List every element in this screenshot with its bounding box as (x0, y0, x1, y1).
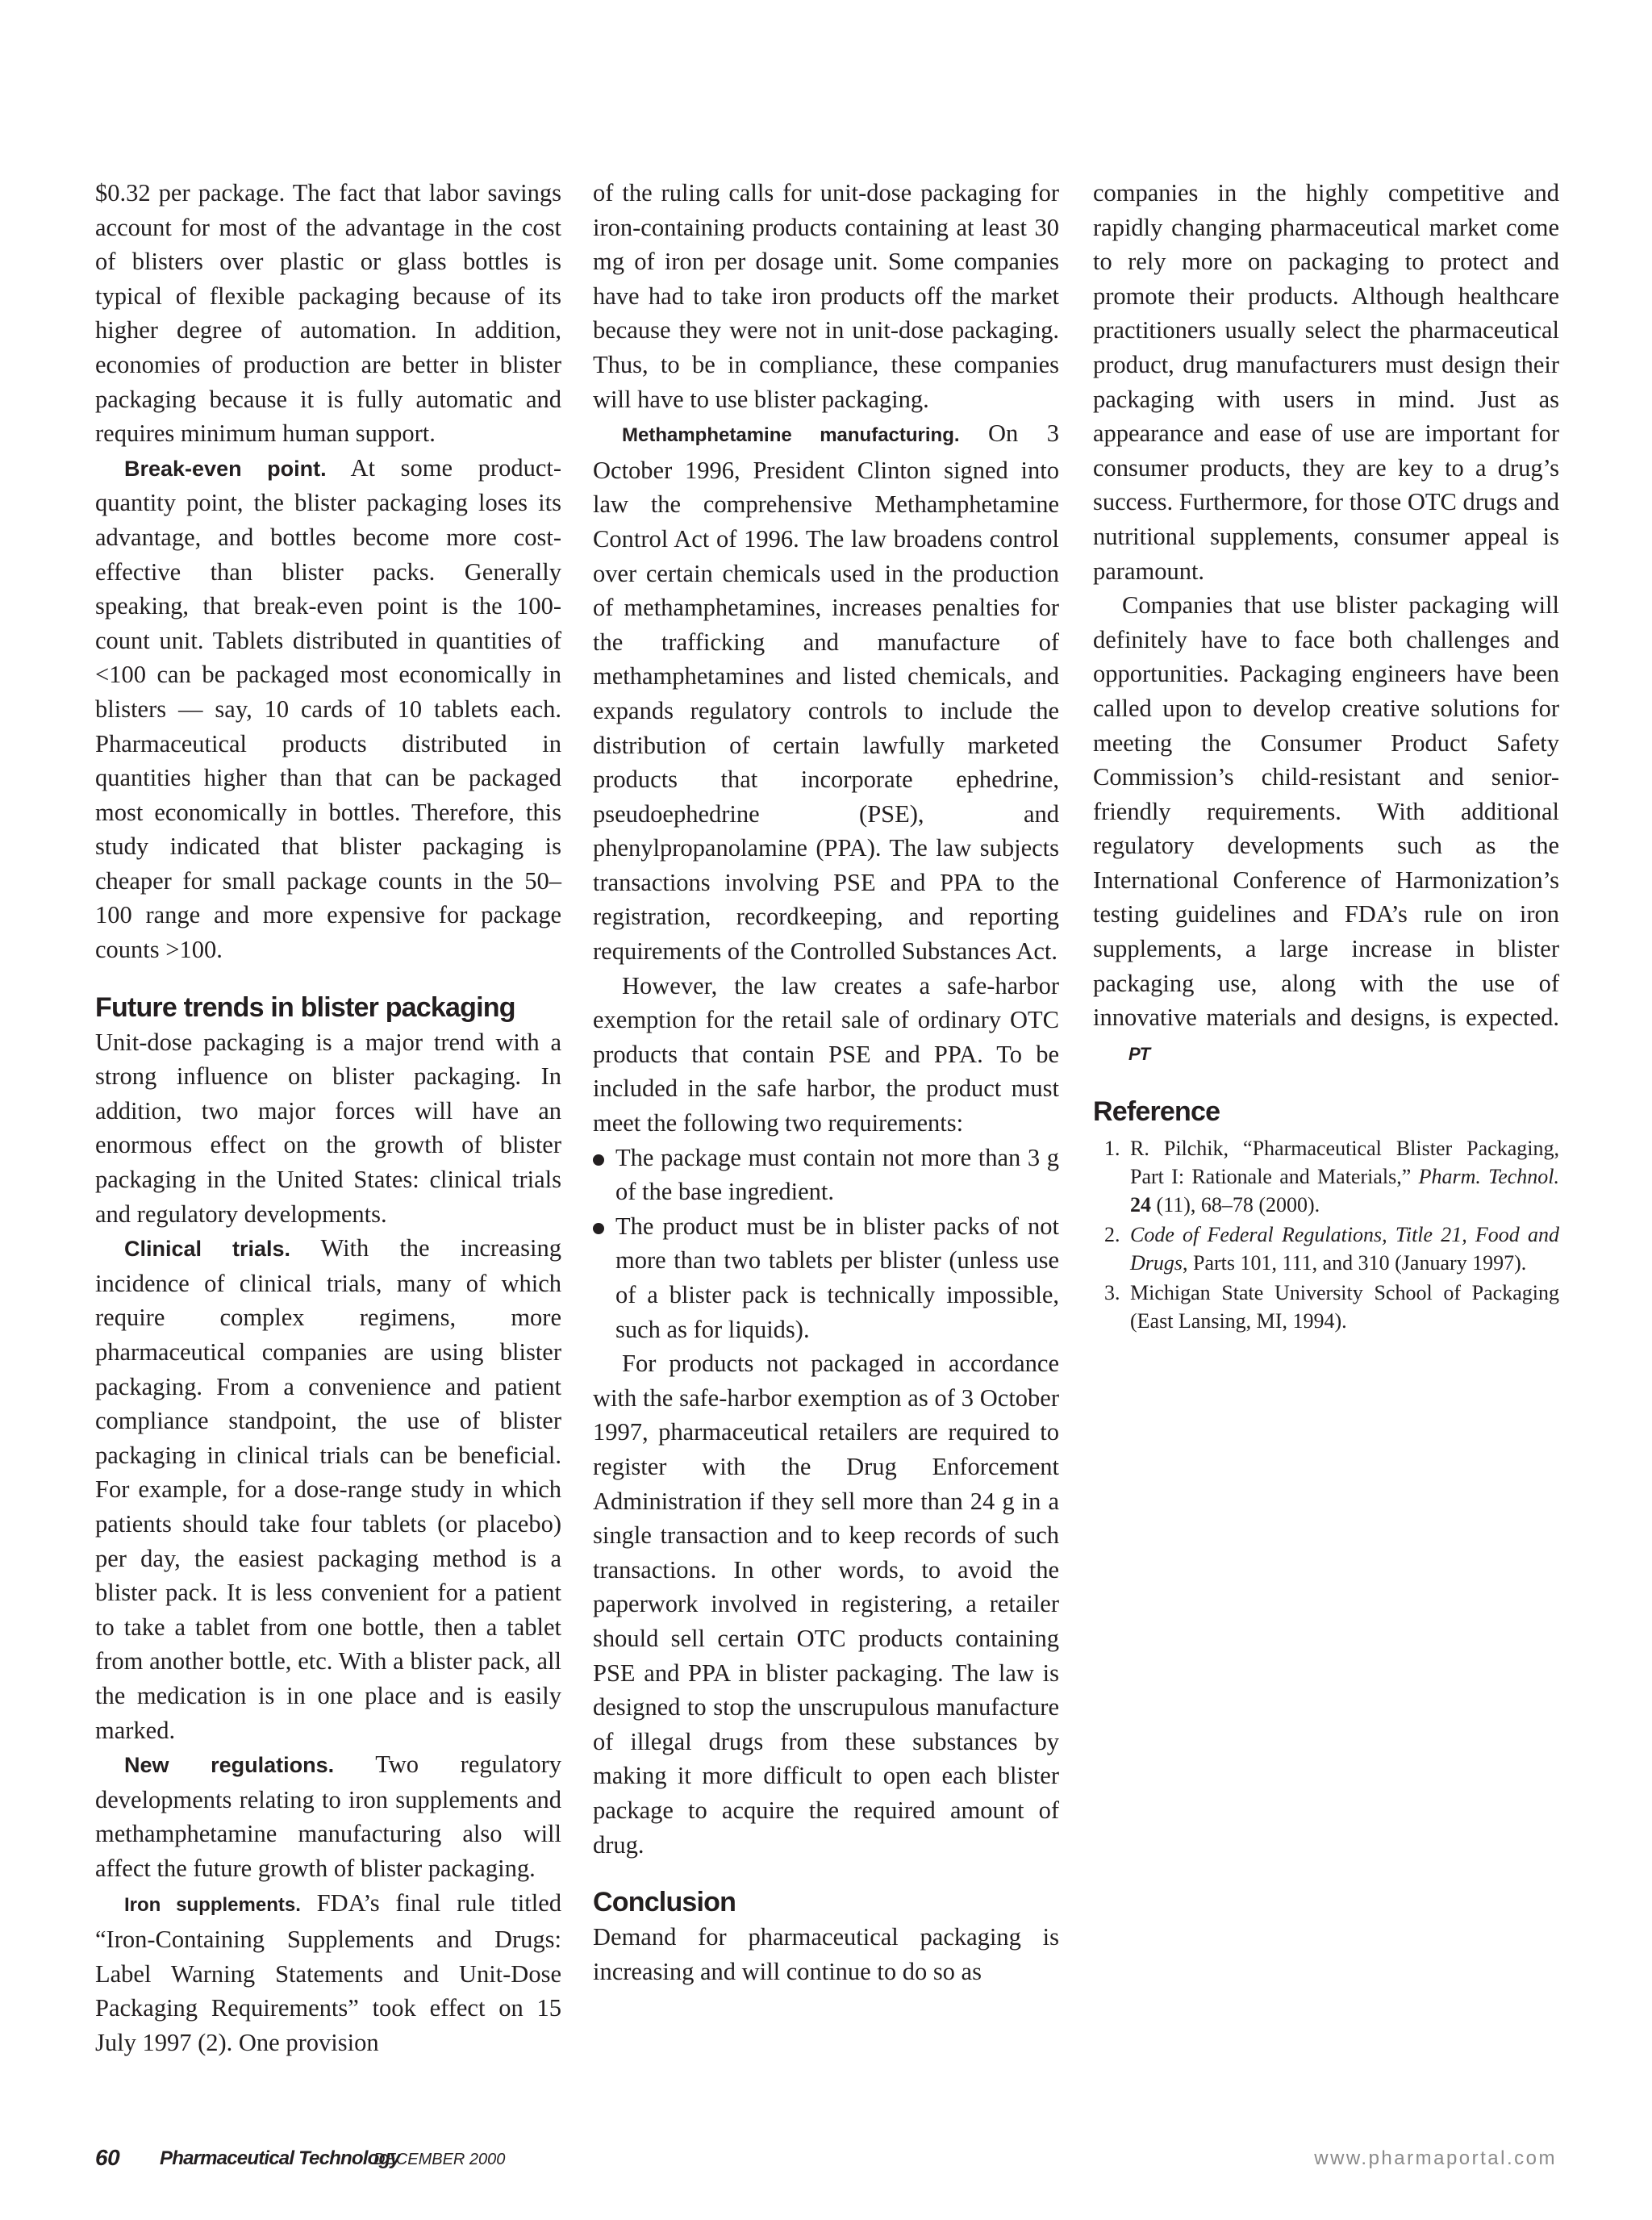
run-in-heading: Clinical trials. (124, 1237, 290, 1262)
reference-list (1093, 1134, 1559, 1335)
reference-item (1093, 1221, 1559, 1277)
text-column-1 (95, 176, 561, 2059)
page-footer (95, 2145, 1557, 2177)
run-in-subheading: Iron supplements. (124, 1893, 301, 1916)
end-mark-logo: PT (1128, 1043, 1150, 1064)
paragraph: companies in the highly competitive and rapidly changing pharmaceutical market come to rely more on packaging to protect and promote their products. Although healthcare practitioners usually select the pharmaceutical product, drug manufacturers must design their packaging with users in mind. Just as appearance and ease of use are important for consumer products, they are key to a drug’s success. Furthermore, for those OTC drugs and nutritional supplements, consumer appeal is paramount. (1093, 179, 1559, 585)
paragraph-text: At some product-quantity point, the blister packaging loses its advantage, and bottles become more cost-effective than blister packs. Generally speaking, that break-even point is the 100-count unit. Tablets distributed in quantities of <100 can be packaged most economically in blisters — say, 10 cards of 10 tablets each. Pharmaceutical products distributed in quantities higher than that can be packaged most economically in bottles. Therefore, this study indicated that blister packaging is cheaper for small package counts in the 50–100 range and more expensive for package counts >100. (95, 453, 561, 964)
section-heading: Future trends in blister packaging (95, 991, 515, 1023)
reference-item (1093, 1279, 1559, 1335)
paragraph-text: With the increasing incidence of clinical trials, many of which require complex regimens, more pharmaceutical companies are using blister packaging. From a convenience and patient compliance standpoint, the use of blister packaging in clinical trials can be beneficial. For example, for a dose-range study in which patients should take four tablets (or placebo) per day, the easiest packaging method is a blister pack. It is less convenient for a patient to take a tablet from one bottle, then a tablet from another bottle, etc. With a blister pack, all the medication is in one place and is easily marked. (95, 1234, 561, 1744)
paragraph (593, 416, 1059, 969)
paragraph: $0.32 per package. The fact that labor savings account for most of the advantage in the cost of blisters over plastic or glass bottles is typical of flexible packaging because of its higher degree of automation. In addition, economies of production are better in blister packaging because it is fully automatic and requires minimum human support. (95, 179, 561, 448)
paragraph-text: On 3 October 1996, President Clinton signed into law the comprehensive Methamphetamine Control Act of 1996. The law broadens control over certain chemicals used in the production of methamphetamines, increases penalties for the trafficking and manufacture of methamphetamines and listed chemicals, and expands regulatory controls to include the distribution of certain lawfully marketed products that incorporate ephedrine, pseudoephedrine (PSE), and phenylpropanolamine (PPA). The law subjects transactions involving PSE and PPA to the registration, recordkeeping, and reporting requirements of the Controlled Substances Act. (593, 419, 1060, 966)
text-column-2 (593, 176, 1059, 1988)
run-in-heading: New regulations. (124, 1753, 335, 1778)
reference-volume: 24 (1130, 1193, 1151, 1217)
reference-journal: Pharm. Technol. (1418, 1165, 1559, 1189)
issue-date: DECEMBER 2000 (373, 2151, 506, 2168)
bullet-icon (593, 1154, 604, 1166)
page-number: 60 (95, 2145, 120, 2170)
paragraph (95, 451, 561, 967)
list-item-text: The package must contain not more than 3 g of the base ingredient. (615, 1143, 1059, 1206)
paragraph: Demand for pharmaceutical packaging is increasing and will continue to do so as (593, 1923, 1059, 1985)
reference-number: 1. (1104, 1137, 1120, 1161)
reference-text: , Parts 101, 111, and 310 (January 1997). (1183, 1251, 1527, 1275)
paragraph-text: Two regulatory developments relating to iron supplements and methamphetamine manufacturing also will affect the future growth of blister packaging. (95, 1751, 561, 1882)
reference-number: 3. (1104, 1281, 1120, 1305)
run-in-heading: Break-even point. (124, 456, 327, 481)
reference-number: 2. (1104, 1223, 1120, 1247)
list-item (593, 1141, 1059, 1209)
paragraph (95, 1231, 561, 1747)
website-url: www.pharmaportal.com (1314, 2147, 1557, 2169)
section-heading: Conclusion (593, 1887, 736, 1918)
paragraph: For products not packaged in accordance with the safe-harbor exemption as of 3 October 1997, pharmaceutical retailers are required to register with the Drug Enforcement Administration if they sell more than 24 g in a single transaction and to keep records of such transactions. In other words, to avoid the paperwork involved in registering, a retailer should sell certain OTC products containing PSE and PPA in blister packaging. The law is designed to stop the unscrupulous manufacture of illegal drugs from these substances by making it more difficult to open each blister package to acquire the required amount of drug. (593, 1350, 1059, 1859)
reference-text: R. Pilchik, “Pharmaceutical Blister Packaging, Part I: Rationale and Materials,” (1130, 1137, 1559, 1189)
requirements-list (593, 1141, 1059, 1347)
paragraph-text: Companies that use blister packaging will definitely have to face both challenges and opportunities. Packaging engineers have been called upon to develop creative solutions for meeting the Consumer Product Safety Commission’s child-resistant and senior-friendly requirements. With additional regulatory developments such as the International Conference of Harmonization’s testing guidelines and FDA’s rule on iron supplements, a large increase in blister packaging use, along with the use of innovative materials and designs, is expected. (1093, 591, 1559, 1032)
section-heading: Reference (1093, 1096, 1220, 1128)
reference-text: Michigan State University School of Packaging (East Lansing, MI, 1994). (1130, 1281, 1559, 1333)
journal-name: Pharmaceutical Technology (160, 2147, 400, 2169)
reference-title: Code of Federal Regulations, Title 21, Food and Drugs (1130, 1223, 1559, 1275)
paragraph (1093, 588, 1559, 1071)
list-item (593, 1209, 1059, 1346)
reference-item (1093, 1134, 1559, 1219)
list-item-text: The product must be in blister packs of not more than two tablets per blister (unless use of a blister pack is technically impossible, such as for liquids). (615, 1212, 1059, 1343)
reference-text: (11), 68–78 (2000). (1151, 1193, 1320, 1217)
bullet-icon (593, 1223, 604, 1234)
paragraph: Unit-dose packaging is a major trend with a strong influence on blister packaging. In addition, two major forces will have an enormous effect on the growth of blister packaging in the United States: clinical trials and regulatory developments. (95, 1028, 561, 1228)
run-in-subheading: Methamphetamine manufacturing. (622, 424, 960, 447)
paragraph: of the ruling calls for unit-dose packaging for iron-containing products containing at least 30 mg of iron per dosage unit. Some companies have had to take iron products off the market because they were not in unit-dose packaging. Thus, to be in compliance, these companies will have to use blister packaging. (593, 179, 1059, 413)
paragraph-text: FDA’s final rule titled “Iron-Containing Supplements and Drugs: Label Warning Statements and Unit-Dose Packaging Requirements” took effect on 15 July 1997 (2). One provision (95, 1888, 561, 2056)
paragraph (95, 1886, 561, 2060)
text-column-3 (1093, 176, 1559, 1337)
paragraph (95, 1747, 561, 1885)
paragraph: However, the law creates a safe-harbor exemption for the retail sale of ordinary OTC products that contain PSE and PPA. To be included in the safe harbor, the product must meet the following two requirements: (593, 971, 1059, 1137)
